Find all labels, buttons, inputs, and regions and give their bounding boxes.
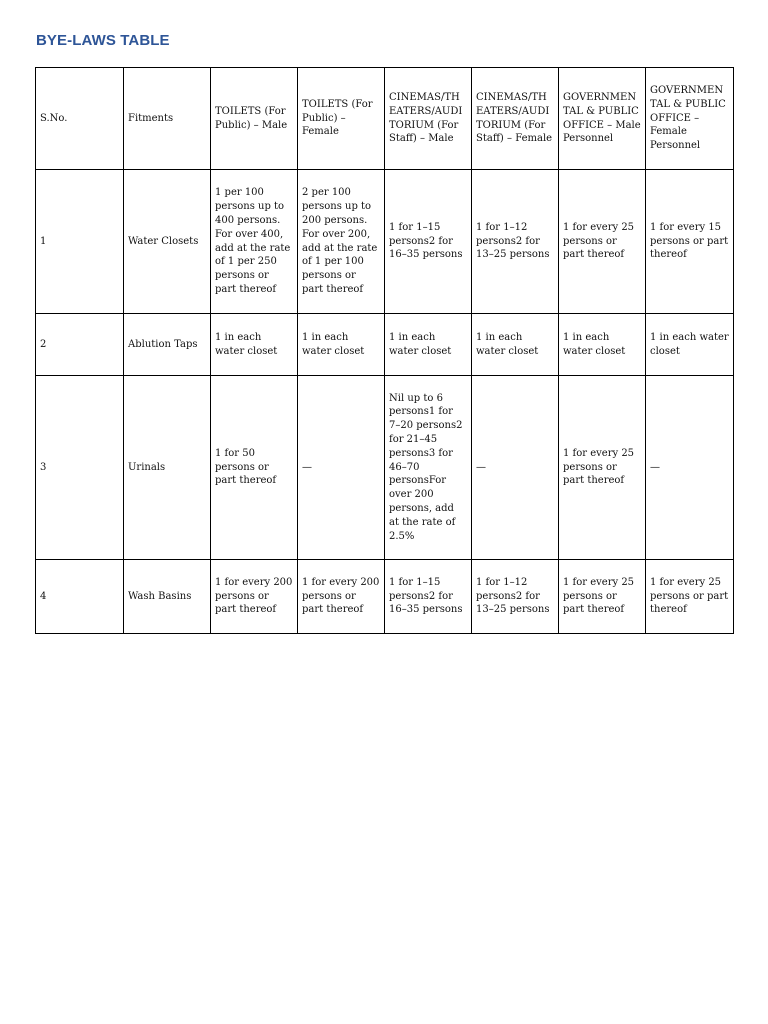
- table-cell: —: [646, 376, 734, 560]
- table-row: [36, 376, 734, 560]
- fitment-cell: Urinals: [124, 376, 211, 560]
- sno-cell: 1: [36, 170, 124, 314]
- header-cell-government-female: GOVERNMENTAL & PUBLIC OFFICE – Female Personnel: [646, 68, 734, 170]
- table-row: [36, 314, 734, 376]
- table-cell: 1 in each water closet: [646, 314, 734, 376]
- sno-cell: 3: [36, 376, 124, 560]
- table-cell: 1 for every 25 persons or part thereof: [559, 560, 646, 634]
- table-cell: 1 in each water closet: [472, 314, 559, 376]
- table-cell: 1 for 1–12 persons2 for 13–25 persons: [472, 560, 559, 634]
- header-cell-fitments: Fitments: [124, 68, 211, 170]
- header-cell-cinemas-female: CINEMAS/THEATERS/AUDITORIUM (For Staff) – Female: [472, 68, 559, 170]
- header-cell-government-male: GOVERNMENTAL & PUBLIC OFFICE – Male Personnel: [559, 68, 646, 170]
- table-cell: 1 per 100 persons up to 400 persons. For over 400, add at the rate of 1 per 250 persons or part thereof: [211, 170, 298, 314]
- sno-cell: 2: [36, 314, 124, 376]
- table-cell: 1 for 1–15 persons2 for 16–35 persons: [385, 170, 472, 314]
- table-cell: —: [472, 376, 559, 560]
- sno-cell: 4: [36, 560, 124, 634]
- fitment-cell: Ablution Taps: [124, 314, 211, 376]
- table-cell: 1 for 50 persons or part thereof: [211, 376, 298, 560]
- table-cell: 1 in each water closet: [385, 314, 472, 376]
- table-row: [36, 560, 734, 634]
- page-title: BYE-LAWS TABLE: [36, 32, 170, 49]
- table-cell: 2 per 100 persons up to 200 persons. For over 200, add at the rate of 1 per 100 persons or part thereof: [298, 170, 385, 314]
- table-cell: Nil up to 6 persons1 for 7–20 persons2 for 21–45 persons3 for 46–70 personsFor over 200 persons, add at the rate of 2.5%: [385, 376, 472, 560]
- header-cell-sno: S.No.: [36, 68, 124, 170]
- table-cell: 1 for every 25 persons or part thereof: [559, 376, 646, 560]
- table-header-row: [36, 68, 734, 170]
- fitment-cell: Wash Basins: [124, 560, 211, 634]
- table-cell: —: [298, 376, 385, 560]
- table-cell: 1 for every 200 persons or part thereof: [298, 560, 385, 634]
- table-cell: 1 for every 200 persons or part thereof: [211, 560, 298, 634]
- table-cell: 1 for every 15 persons or part thereof: [646, 170, 734, 314]
- fitment-cell: Water Closets: [124, 170, 211, 314]
- table-cell: 1 for every 25 persons or part thereof: [646, 560, 734, 634]
- bye-laws-table: [35, 67, 734, 634]
- table-cell: 1 in each water closet: [298, 314, 385, 376]
- table-row: [36, 170, 734, 314]
- table-cell: 1 in each water closet: [211, 314, 298, 376]
- table-cell: 1 for 1–15 persons2 for 16–35 persons: [385, 560, 472, 634]
- header-cell-toilets-female: TOILETS (For Public) – Female: [298, 68, 385, 170]
- table-cell: 1 for 1–12 persons2 for 13–25 persons: [472, 170, 559, 314]
- header-cell-cinemas-male: CINEMAS/THEATERS/AUDITORIUM (For Staff) – Male: [385, 68, 472, 170]
- table-cell: 1 in each water closet: [559, 314, 646, 376]
- header-cell-toilets-male: TOILETS (For Public) – Male: [211, 68, 298, 170]
- table-cell: 1 for every 25 persons or part thereof: [559, 170, 646, 314]
